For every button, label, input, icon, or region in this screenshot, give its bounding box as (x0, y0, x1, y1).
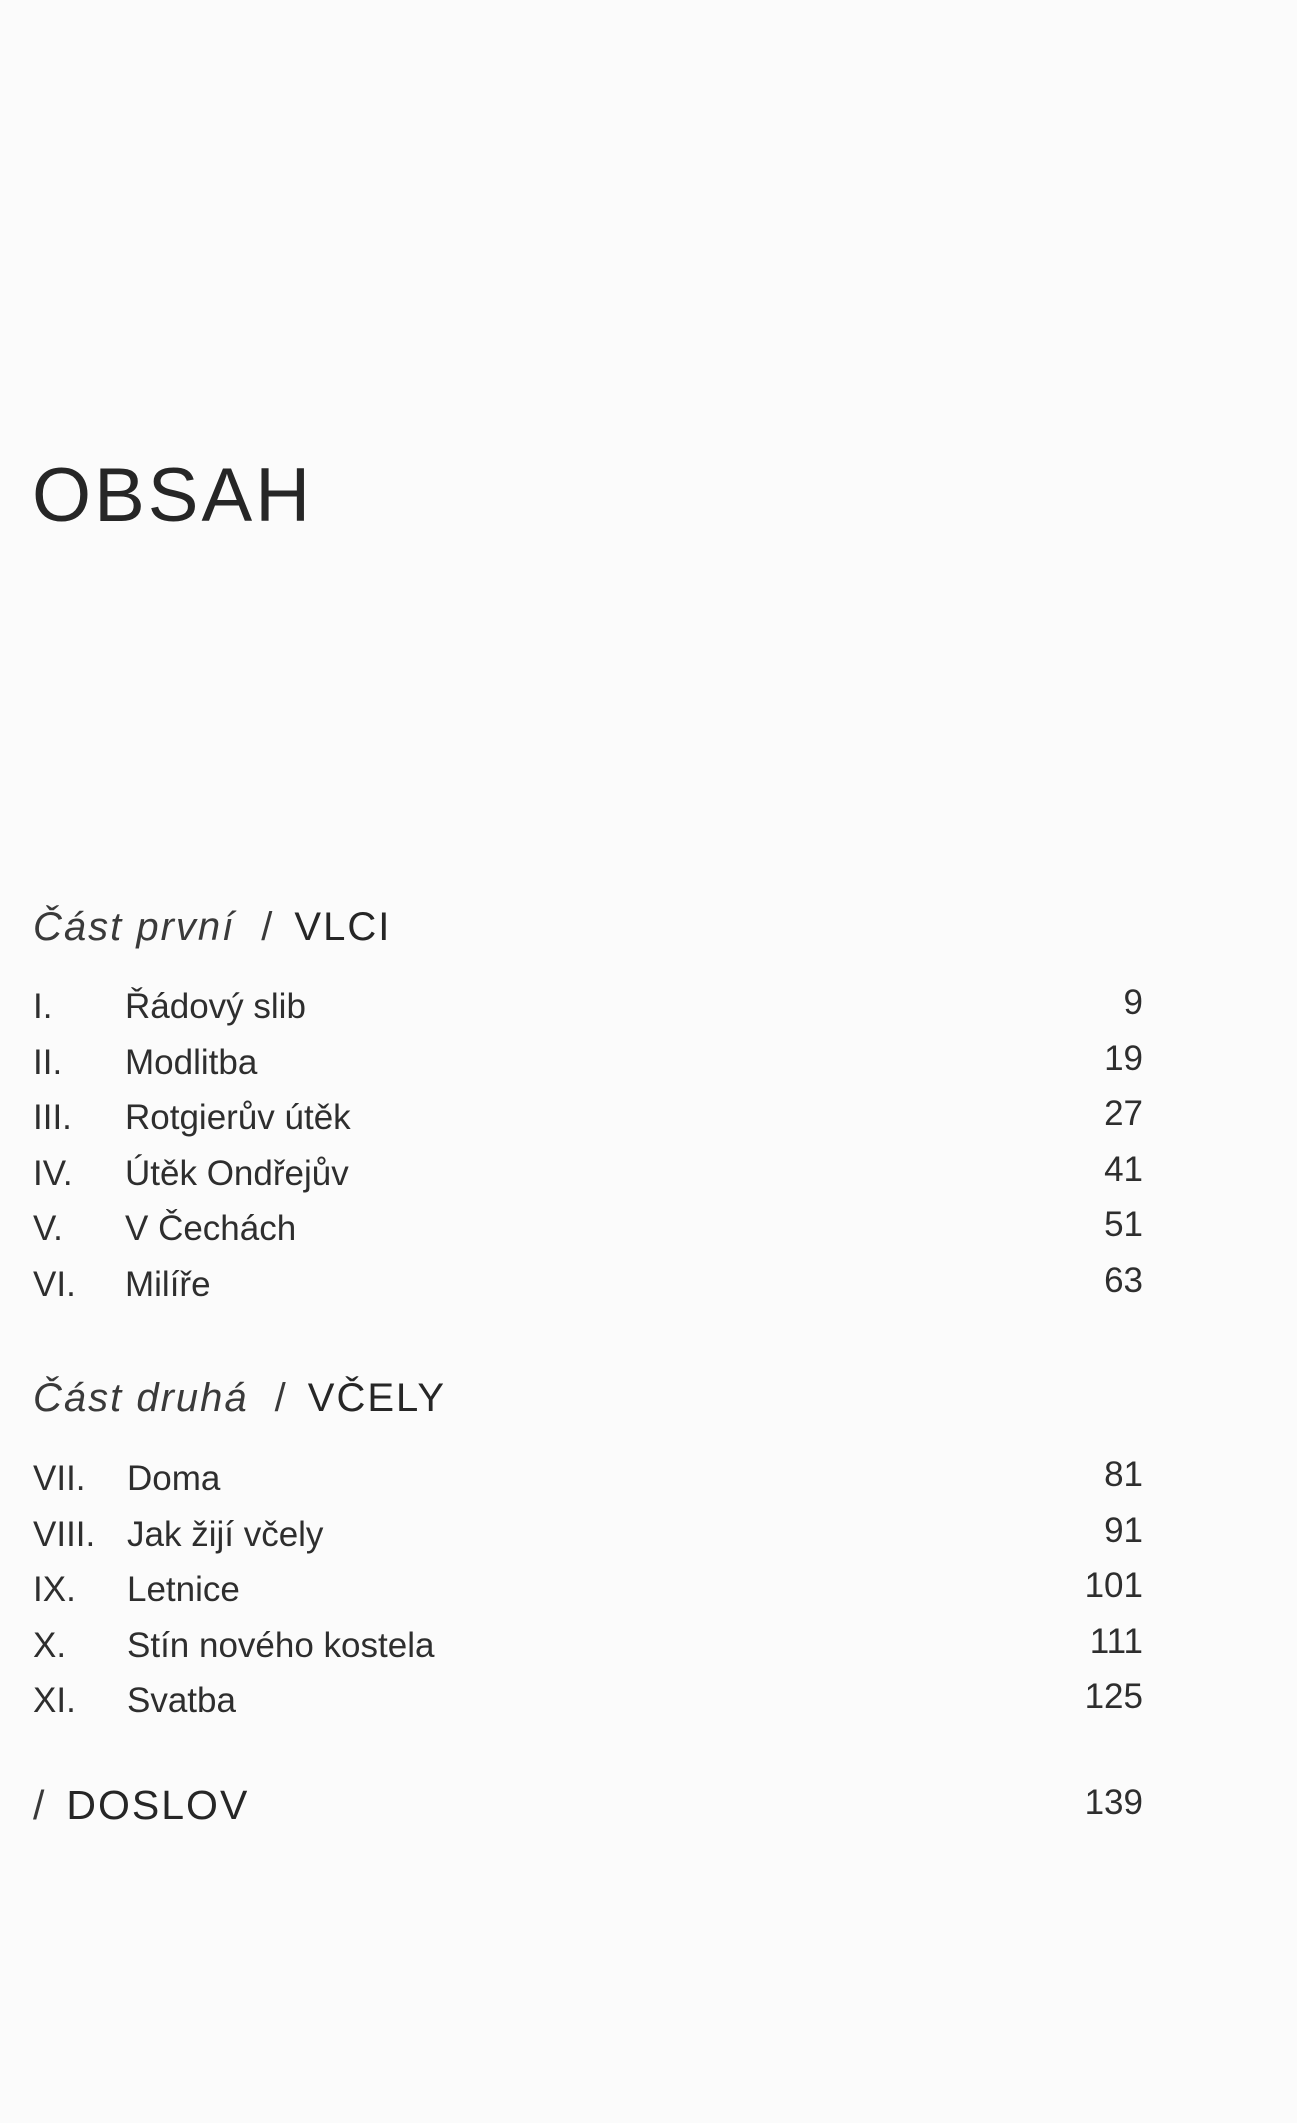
chapter-list-part-2 (33, 1451, 1143, 1729)
toc-entry[interactable] (33, 1618, 1143, 1674)
chapter-page-number: 111 (1089, 1621, 1143, 1661)
toc-entry[interactable] (33, 1201, 1143, 1257)
toc-entry[interactable] (33, 1562, 1143, 1618)
part-prefix: Část první (33, 905, 236, 949)
chapter-title: Řádový slib (125, 987, 306, 1026)
chapter-number: V. (33, 1209, 63, 1248)
chapter-page-number: 63 (1104, 1260, 1143, 1300)
chapter-number: VIII. (33, 1514, 96, 1554)
chapter-title: Doma (127, 1459, 221, 1498)
toc-entry[interactable] (33, 1090, 1143, 1146)
chapter-page-number: 125 (1084, 1677, 1143, 1716)
afterword-page-number: 139 (1084, 1783, 1143, 1822)
chapter-title: Modlitba (125, 1042, 258, 1082)
part-name: VČELY (307, 1376, 446, 1420)
chapter-number: IV. (33, 1153, 73, 1193)
chapter-title: Milíře (125, 1264, 211, 1304)
chapter-number: X. (33, 1625, 67, 1665)
chapter-page-number: 91 (1104, 1510, 1143, 1550)
chapter-page-number: 81 (1104, 1455, 1143, 1494)
chapter-title: Svatba (127, 1681, 236, 1720)
chapter-number: VI. (33, 1264, 76, 1304)
chapter-list-part-1 (33, 979, 1143, 1312)
toc-entry[interactable] (33, 979, 1143, 1035)
toc-entry[interactable] (33, 1451, 1143, 1507)
chapter-page-number: 41 (1104, 1149, 1143, 1189)
chapter-number: I. (33, 987, 53, 1026)
part-prefix: Část druhá (33, 1376, 249, 1420)
chapter-page-number: 9 (1123, 983, 1143, 1022)
chapter-title: Jak žijí včely (127, 1514, 324, 1554)
chapter-number: VII. (33, 1459, 86, 1498)
chapter-page-number: 27 (1104, 1094, 1143, 1133)
afterword-title: DOSLOV (66, 1782, 250, 1828)
chapter-title: Stín nového kostela (127, 1625, 435, 1665)
toc-entry[interactable] (33, 1035, 1143, 1091)
part-slash: / (261, 905, 273, 949)
chapter-page-number: 51 (1104, 1205, 1143, 1244)
part-heading-2 (33, 1378, 446, 1418)
chapter-page-number: 19 (1104, 1038, 1143, 1078)
part-heading-1 (33, 907, 391, 947)
toc-entry[interactable] (33, 1673, 1143, 1729)
chapter-number: II. (33, 1042, 63, 1082)
chapter-title: V Čechách (125, 1209, 297, 1248)
part-name: VLCI (294, 905, 392, 949)
toc-entry[interactable] (33, 1507, 1143, 1563)
part-slash: / (274, 1376, 286, 1420)
chapter-title: Rotgierův útěk (125, 1098, 351, 1137)
toc-entry[interactable] (33, 1146, 1143, 1202)
chapter-number: XI. (33, 1681, 76, 1720)
chapter-title: Letnice (127, 1570, 240, 1609)
toc-entry[interactable] (33, 1257, 1143, 1313)
toc-entry-afterword[interactable] (33, 1780, 1143, 1830)
chapter-title: Útěk Ondřejův (125, 1153, 349, 1193)
chapter-number: III. (33, 1098, 72, 1137)
afterword-slash: / (33, 1782, 45, 1828)
page-title: OBSAH (32, 453, 314, 538)
chapter-number: IX. (33, 1570, 76, 1609)
chapter-page-number: 101 (1084, 1566, 1143, 1605)
